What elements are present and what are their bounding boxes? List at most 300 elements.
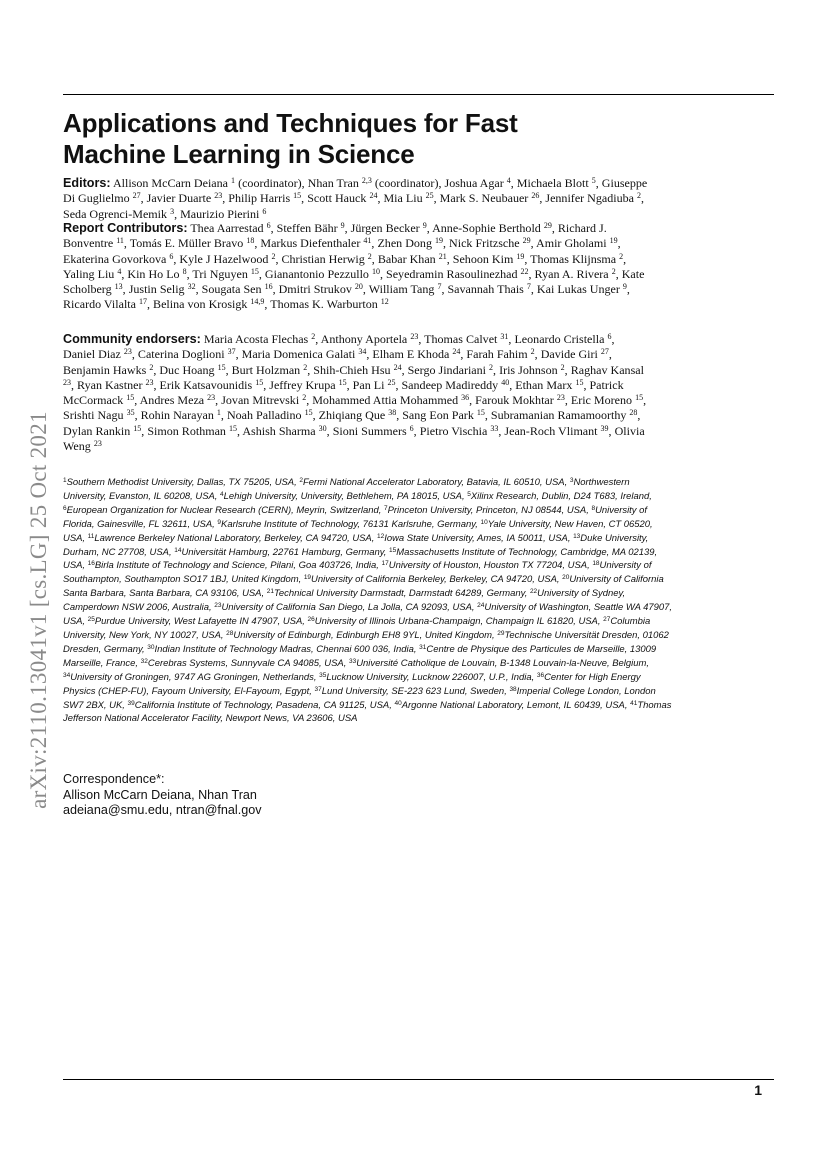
affiliation-marker: 2 [149, 362, 154, 372]
endorsers-block [63, 332, 648, 454]
contributor-name-name: Sehoon Kim [452, 251, 514, 266]
affiliation-number: 10 [480, 518, 488, 526]
affiliation-marker: 20 [354, 282, 363, 292]
affiliation-text: Fermi National Accelerator Laboratory, Batavia, IL 60510, USA [302, 477, 565, 488]
affiliation-marker: 21 [438, 251, 447, 261]
contributor-name [153, 297, 264, 311]
affiliation-text: Birla Institute of Technology and Science, Pilani, Goa 403726, India [94, 560, 377, 572]
editor-name [445, 176, 511, 190]
affiliation-marker: 34 [358, 347, 367, 357]
contributor-name-name: Steffen Bähr [276, 221, 338, 235]
endorser-name [491, 408, 638, 422]
affiliation-marker: 23 [556, 393, 565, 403]
affiliation-number: 7 [383, 504, 388, 512]
affiliation-marker: 2 [367, 251, 372, 261]
endorser-name [514, 332, 611, 346]
contributor-name-name: Babar Khan [377, 251, 436, 266]
correspondence-label: Correspondence*: [63, 772, 165, 786]
affiliation-number: 27 [603, 616, 611, 624]
affiliation-marker: 41 [363, 236, 372, 246]
affiliation-marker: 23 [207, 393, 216, 403]
contributor-name-name: Dmitri Strukov [278, 282, 352, 297]
affiliation-number: 9 [217, 518, 222, 526]
endorser-name-name: Anthony Aportela [320, 332, 408, 346]
endorser-name-name: Jean-Roch Vlimant [504, 423, 598, 438]
editor-name-name: Jennifer Ngadiuba [545, 191, 635, 206]
contributor-name [63, 267, 121, 281]
affiliation-marker: 11 [116, 236, 124, 246]
affiliation-text: University of California Santa Barbara, Santa Barbara, CA 93106, USA [63, 574, 664, 600]
affiliation-marker: 24 [393, 362, 402, 372]
affiliation-number: 11 [87, 532, 95, 540]
endorser-name [466, 347, 534, 361]
contributor-name [202, 282, 273, 296]
affiliation-marker: 29 [522, 236, 531, 246]
affiliation-text: Indian Institute of Technology Madras, Chennai 600 036, India [154, 643, 414, 655]
affiliation-marker: 23 [214, 191, 223, 201]
endorser-name-name: Eric Moreno [570, 393, 633, 408]
affiliation-marker: 15 [575, 377, 584, 387]
correspondence-block [63, 772, 463, 819]
affiliation-text: European Organization for Nuclear Research (CERN), Meyrin, Switzerland [66, 504, 379, 516]
endorser-name-name: Sioni Summers [332, 423, 407, 438]
endorser-name-name: Burt Holzman [231, 362, 301, 377]
contributor-name-name: Seyedramin Rasoulinezhad [386, 266, 518, 281]
endorser-name-name: Iris Johnson [499, 362, 558, 377]
affiliation-number: 20 [562, 574, 570, 582]
editor-name-name: Philip Harris [228, 191, 291, 206]
editors-label: Editors: [63, 176, 111, 190]
affiliation-number: 22 [529, 588, 538, 596]
affiliation-item [382, 560, 588, 571]
endorser-name [141, 408, 221, 422]
affiliation-marker: 25 [425, 191, 434, 201]
editor-name [308, 176, 439, 190]
affiliation-number: 31 [419, 643, 427, 651]
editor-name [228, 191, 301, 205]
affiliation-marker: 15 [133, 423, 142, 433]
endorser-name [372, 347, 460, 361]
endorser-name-name: Zhiqiang Que [318, 408, 386, 423]
contributor-name-name: Justin Selig [128, 282, 185, 297]
affiliation-text: University of Sydney, Camperdown NSW 2006, Australia [63, 588, 626, 614]
affiliation-item [220, 491, 462, 502]
endorser-name [160, 378, 264, 392]
affiliation-marker: 27 [132, 191, 141, 201]
affiliation-marker: 16 [264, 282, 273, 292]
editor-name [113, 176, 302, 190]
affiliation-marker: 15 [126, 393, 135, 403]
endorser-name [159, 363, 225, 377]
affiliation-marker: 38 [388, 408, 397, 418]
contributor-name [179, 252, 275, 266]
affiliation-text: Technische Universität Dresden, 01062 Dresden, Germany [63, 629, 669, 655]
editor-name [63, 207, 174, 221]
affiliation-item [128, 700, 390, 711]
affiliation-marker: 19 [609, 236, 618, 246]
affiliation-number: 39 [127, 699, 135, 707]
contributors-block [63, 221, 648, 313]
contributor-name-name: Nick Fritzsche [449, 236, 520, 251]
affiliation-text: Université Catholique de Louvain, B-1348 Louvain-la-Neuve, Belgium [356, 657, 647, 669]
affiliation-number: 15 [389, 546, 397, 554]
affiliation-marker: 23 [123, 347, 132, 357]
affiliation-marker: 15 [338, 377, 347, 387]
editor-name-name: Maurizio Pierini [180, 206, 260, 221]
editor-name-name: Allison McCarn Deiana [112, 176, 229, 190]
contributor-name [386, 267, 529, 281]
endorser-name-name: Caterina Doglioni [137, 347, 225, 362]
contributor-name [190, 221, 270, 235]
affiliation-text: Technical University Darmstadt, Darmstadt 64289, Germany [273, 588, 525, 600]
endorser-name [140, 393, 216, 407]
endorser-name [475, 393, 565, 407]
affiliation-number: 18 [592, 560, 600, 568]
affiliation-marker: 4 [117, 266, 122, 276]
affiliation-item [319, 672, 532, 683]
affiliation-number: 35 [319, 671, 327, 679]
contributor-name [530, 252, 623, 266]
affiliation-marker: 23 [145, 377, 154, 387]
endorser-name-name: Farah Fahim [466, 347, 528, 362]
affiliation-item [88, 616, 303, 627]
affiliation-marker: 29 [543, 221, 552, 230]
affiliation-text: University of Groningen, 9747 AG Groningen, Netherlands [70, 671, 314, 683]
affiliation-number: 13 [573, 532, 581, 540]
title-line-2: Machine Learning in Science [63, 139, 415, 169]
affiliation-marker: 2 [303, 362, 308, 372]
endorsers-label: Community endorsers: [63, 332, 201, 346]
affiliation-text: University of Illinois Urbana-Champaign, Champaign IL 61820, USA [314, 616, 598, 628]
contributor-name [432, 221, 552, 235]
endorser-name-name: Patrick McCormack [63, 377, 624, 408]
affiliation-item [63, 505, 379, 516]
affiliation-marker: 2 [271, 251, 276, 261]
affiliation-text: Lawrence Berkeley National Laboratory, Berkeley, CA 94720, USA [94, 532, 372, 544]
editor-name-name: Joshua Agar [444, 176, 504, 190]
affiliation-text: Center for High Energy Physics (CHEP-FU), Fayoum University, El-Fayoum, Egypt [63, 671, 641, 697]
affiliation-item [315, 686, 505, 697]
bottom-rule [63, 1079, 774, 1080]
affiliation-marker: 15 [635, 393, 644, 403]
affiliation-number: 17 [381, 560, 389, 568]
affiliation-item [174, 547, 384, 558]
contributor-name [536, 236, 618, 250]
affiliation-number: 23 [214, 602, 222, 610]
endorser-name-name: Raghav Kansal [570, 362, 644, 377]
endorser-name-name: Maria Domenica Galati [241, 347, 356, 362]
affiliation-item [349, 658, 646, 669]
affiliation-marker: 24 [369, 191, 378, 201]
affiliation-number: 1 [63, 477, 67, 484]
endorser-name-name: Jovan Mitrevski [221, 393, 300, 408]
editor-name-name: Michaela Blott [516, 176, 589, 190]
affiliation-marker: 2,3 [361, 176, 372, 185]
endorser-name-name: Shih-Chieh Hsu [313, 362, 391, 377]
affiliation-number: 28 [226, 629, 234, 637]
contributor-name [63, 252, 173, 266]
affiliation-marker: 8 [182, 266, 187, 276]
arxiv-stamp-text: arXiv:2110.13041v1 [cs.LG] 25 Oct 2021 [26, 411, 51, 809]
editor-name-name: Mia Liu [383, 191, 423, 206]
affiliation-marker: 7 [437, 282, 442, 292]
endorser-name-name: Dylan Rankin [63, 423, 131, 438]
contributor-name [265, 267, 380, 281]
endorser-name-name: Farouk Mokhtar [475, 393, 554, 408]
affiliation-item [217, 519, 475, 530]
affiliation-marker: 2 [302, 393, 307, 403]
endorser-name [333, 424, 414, 438]
endorser-name-name: Sang Eon Park [402, 408, 474, 423]
contributor-name-name: William Tang [368, 282, 435, 297]
contributor-name [127, 267, 186, 281]
editor-name [440, 191, 540, 205]
affiliation-number: 12 [376, 532, 385, 540]
endorser-name [63, 347, 132, 361]
affiliation-number: 30 [147, 643, 155, 651]
affiliation-marker: 26 [531, 191, 540, 201]
affiliation-number: 33 [348, 657, 357, 665]
affiliation-text: University of Southampton, Southampton SO17 1BJ, United Kingdom [63, 560, 652, 586]
contributor-name [351, 221, 427, 235]
role-note: (coordinator) [374, 176, 439, 190]
endorser-name [77, 378, 153, 392]
endorser-name [312, 393, 469, 407]
endorser-name [242, 424, 326, 438]
contributor-name-name: Yaling Liu [63, 266, 115, 281]
affiliation-number: 25 [87, 616, 95, 624]
editors-block [63, 176, 648, 222]
affiliation-marker: 35 [126, 408, 135, 418]
affiliation-item [299, 477, 564, 488]
affiliation-number: 36 [536, 671, 545, 679]
affiliation-text: Imperial College London, London SW7 2BX, UK [63, 685, 656, 711]
paper-title [63, 108, 763, 170]
affiliation-marker: 9 [422, 221, 427, 230]
endorser-name [499, 363, 565, 377]
affiliation-number: 6 [63, 504, 67, 512]
contributor-name [192, 267, 258, 281]
affiliation-text: Yale University, New Haven, CT 06520, USA [63, 518, 653, 544]
affiliation-marker: 15 [293, 191, 302, 201]
affiliation-number: 3 [569, 477, 574, 484]
contributor-name-name: Tomás E. Müller Bravo [129, 236, 244, 251]
affiliation-number: 29 [497, 629, 505, 637]
editor-name [307, 191, 377, 205]
endorser-name-name: Thomas Calvet [424, 332, 498, 346]
contributor-name [377, 236, 443, 250]
affiliation-marker: 15 [228, 423, 237, 433]
affiliation-text: University of Washington, Seattle WA 47907, USA [63, 602, 672, 628]
affiliation-item [394, 700, 624, 711]
endorsers-list: Maria Acosta Flechas $^2$, Anthony Aportela $^{23}$, Thomas Calvet $^{31}$, Leonardo Cristella $^6$, Daniel Diaz $^{23}$, Caterina Doglioni $^{37}$, Maria Domenica Galati $^{34}$, Elham E Khoda $^{24}$, Farah Fahim $^2$, Davide Giri $^{27}$, Benjamin Hawks $^2$, Duc Hoang $^{15}$, Burt Holzman $^2$, Shih-Chieh Hsu $^{24}$, Sergo Jindariani $^2$, Iris Johnson $^2$, Raghav Kansal $^{23}$, Ryan Kastner $^{23}$, Erik Katsavounidis $^{15}$, Jeffrey Krupa $^{15}$, Pan Li $^{25}$, Sandeep Madireddy $^{40}$, Ethan Marx $^{15}$, Patrick McCormack $^{15}$, Andres Meza $^{23}$, Jovan Mitrevski $^2$, Mohammed Attia Mohammed $^{36}$, Farouk Mokhtar $^{23}$, Eric Moreno $^{15}$, Srishti Nagu $^{35}$, Rohin Narayan $^1$, Noah Palladino $^{15}$, Zhiqiang Que $^{38}$, Sang Eon Park $^{15}$, Subramanian Ramamoorthy $^{28}$, Dylan Rankin $^{15}$, Simon Rothman $^{15}$, Ashish Sharma $^{30}$, Sioni Summers $^6$, Pietro Vischia $^{33}$, Jean-Roch Vlimant $^{39}$, Olivia Weng $^{23}$ [63, 332, 647, 454]
contributor-name-name: Thomas Klijnsma [530, 251, 617, 266]
contributor-name [369, 282, 442, 296]
editor-name [180, 207, 266, 221]
endorser-name [63, 363, 153, 377]
affiliation-marker: 6 [266, 221, 271, 230]
affiliation-marker: 10 [371, 266, 380, 276]
endorser-name-name: Duc Hoang [159, 362, 215, 377]
endorser-name [313, 363, 401, 377]
affiliation-text: Cerebras Systems, Sunnyvale CA 94085, USA [147, 657, 344, 669]
affiliation-text: Lund University, SE-223 623 Lund, Sweden [321, 685, 505, 697]
endorser-name-name: Maria Acosta Flechas [203, 332, 309, 346]
contributor-name [279, 282, 363, 296]
affiliation-item [308, 616, 598, 627]
endorser-name-name: Elham E Khoda [372, 347, 450, 362]
affiliation-text: Purdue University, West Lafayette IN 47907, USA [94, 616, 303, 628]
endorser-name [221, 393, 306, 407]
affiliation-marker: 2 [637, 191, 642, 201]
contributor-name [535, 267, 616, 281]
endorser-name [515, 378, 583, 392]
contributor-name-name: Richard J. Bonventre [63, 221, 607, 251]
affiliation-item [141, 658, 344, 669]
affiliation-marker: 36 [461, 393, 470, 403]
contributor-name-name: Savannah Thais [447, 282, 524, 297]
affiliation-item [226, 630, 492, 641]
endorser-name-name: Sandeep Madireddy [401, 377, 499, 392]
affiliation-item [88, 533, 372, 544]
affiliation-marker: 1 [231, 176, 236, 185]
affiliation-marker: 22 [520, 266, 529, 276]
contributor-name [537, 282, 627, 296]
affiliation-marker: 39 [600, 423, 609, 433]
affiliation-item [267, 588, 525, 599]
affiliation-marker: 15 [250, 266, 259, 276]
affiliation-marker: 15 [304, 408, 313, 418]
contributor-name-name: Kyle J Hazelwood [179, 251, 269, 266]
affiliation-text: Centre de Physique des Particules de Marseille, 13009 Marseille, France [63, 643, 657, 669]
role-note: (coordinator) [238, 176, 302, 190]
affiliation-number: 32 [140, 657, 148, 665]
affiliation-item [147, 644, 414, 655]
affiliation-item [214, 602, 472, 613]
endorser-name [504, 424, 608, 438]
contributors-label: Report Contributors: [63, 221, 188, 235]
affiliation-text: Duke University, Durham, NC 27708, USA [63, 532, 649, 558]
affiliation-text: Argonne National Laboratory, Lemont, IL 60439, USA [401, 699, 625, 711]
affiliation-marker: 31 [500, 332, 509, 341]
affiliation-text: University of California Berkeley, Berkeley, CA 94720, USA [311, 574, 557, 586]
endorser-name [269, 378, 346, 392]
endorser-name-name: Jeffrey Krupa [269, 377, 336, 392]
affiliation-marker: 25 [387, 377, 396, 387]
affiliation-marker: 40 [501, 377, 510, 387]
endorser-name-name: Ashish Sharma [242, 423, 316, 438]
affiliation-marker: 6 [169, 251, 174, 261]
endorser-name [541, 347, 609, 361]
affiliation-marker: 19 [516, 251, 525, 261]
affiliation-marker: 15 [217, 362, 226, 372]
affiliation-text: Columbia University, New York, NY 10027, USA [63, 616, 651, 641]
affiliation-text: University of Houston, Houston TX 77204, USA [388, 560, 588, 572]
editor-name [383, 191, 433, 205]
editor-name [147, 191, 223, 205]
affiliation-marker: 2 [489, 362, 494, 372]
contributor-name [378, 252, 447, 266]
endorser-name [319, 408, 397, 422]
affiliation-marker: 23 [63, 377, 71, 387]
affiliation-text: Thomas Jefferson National Accelerator Facility, Newport News, VA 23606, USA [63, 699, 672, 725]
affiliation-marker: 1 [216, 408, 221, 418]
affiliation-marker: 7 [526, 282, 531, 292]
endorser-name-name: Ryan Kastner [77, 377, 143, 392]
affiliation-number: 2 [299, 477, 303, 484]
endorser-name [227, 408, 313, 422]
contributor-name [449, 236, 531, 250]
affiliation-number: 24 [477, 602, 485, 610]
endorser-name [321, 332, 419, 346]
contributor-name [130, 236, 255, 250]
affiliation-marker: 32 [187, 282, 196, 292]
affiliation-number: 5 [467, 490, 471, 498]
affiliation-marker: 5 [591, 176, 596, 185]
contributor-name [63, 297, 147, 311]
affiliations-block: $^1$Southern Methodist University, Dallas, TX 75205, USA, $^2$Fermi National Accelerator Laboratory, Batavia, IL 60510, USA, $^3$Northwestern University, Evanston, IL 60208, USA, $^4$Lehigh University, University, Bethlehem, PA 18015, USA, $^5$Xilinx Research, Dublin, D24 T683, Ireland, $^6$European Organization for Nuclear Research (CERN), Meyrin, Switzerland, $^7$Princeton University, Princeton, NJ 08544, USA, $^8$University of Florida, Gainesville, FL 32611, USA, $^9$Karlsruhe Institute of Technology, 76131 Karlsruhe, Germany, $^{10}$Yale University, New Haven, CT 06520, USA, $^{11}$Lawrence Berkeley National Laboratory, Berkeley, CA 94720, USA, $^{12}$Iowa State University, Ames, IA 50011, USA, $^{13}$Duke University, Durham, NC 27708, USA, $^{14}$Universität Hamburg, 22761 Hamburg, Germany, $^{15}$Massachusetts Institute of Technology, Cambridge, MA 02139, USA, $^{16}$Birla Institute of Technology and Science, Pilani, Goa 403726, India, $^{17}$University of Houston, Houston TX 77204, USA, $^{18}$University of Southampton, Southampton SO17 1BJ, United Kingdom, $^{19}$University of California Berkeley, Berkeley, CA 94720, USA, $^{20}$University of California Santa Barbara, Santa Barbara, CA 93106, USA, $^{21}$Technical University Darmstadt, Darmstadt 64289, Germany, $^{22}$University of Sydney, Camperdown NSW 2006, Australia, $^{23}$University of California San Diego, La Jolla, CA 92093, USA, $^{24}$University of Washington, Seattle WA 47907, USA, $^{25}$Purdue University, West Lafayette IN 47907, USA, $^{26}$University of Illinois Urbana-Champaign, Champaign IL 61820, USA, $^{27}$Columbia University, New York, NY 10027, USA, $^{28}$University of Edinburgh, Edinburgh EH8 9YL, United Kingdom, $^{29}$Technische Universität Dresden, 01062 Dresden, Germany, $^{30}$Indian Institute of Technology Madras, Chennai 600 036, India, $^{31}$Centre de Physique des Particules de Marseille, 13009 Marseille, France, $^{32}$Cerebras Systems, Sunnyvale CA 94085, USA, $^{33}$Université Catholique de Louvain, B-1348 Louvain-la-Neuve, Belgium, $^{34}$University of Groningen, 9747 AG Groningen, Netherlands, $^{35}$Lucknow University, Lucknow 226007, U.P., India, $^{36}$Center for High Energy Physics (CHEP-FU), Fayoum University, El-Fayoum, Egypt, $^{37}$Lund University, SE-223 623 Lund, Sweden, $^{38}$Imperial College London, London SW7 2BX, UK, $^{39}$California Institute of Technology, Pasadena, CA 91125, USA, $^{40}$Argonne National Laboratory, Lemont, IL 60439, USA, $^{41}$Thomas Jefferson National Accelerator Facility, Newport News, VA 23606, USA [63, 477, 672, 725]
affiliation-item [88, 560, 377, 571]
endorser-name-name: Leonardo Cristella [514, 332, 605, 346]
contributor-name-name: Anne-Sophie Berthold [432, 221, 541, 235]
contributor-name [129, 282, 196, 296]
affiliation-marker: 9 [340, 221, 345, 230]
endorser-name [242, 347, 367, 361]
editor-name-name: Seda Ogrenci-Memik [63, 206, 168, 221]
endorser-name-name: Andres Meza [139, 393, 205, 408]
contributor-name-name: Ryan A. Rivera [534, 266, 609, 281]
editors-list: Allison McCarn Deiana $^1$ (coordinator), Nhan Tran $^{2,3}$ (coordinator), Joshua Agar $^4$, Michaela Blott $^5$, Giuseppe Di Guglielmo $^{27}$, Javier Duarte $^{23}$, Philip Harris $^{15}$, Scott Hauck $^{24}$, Mia Liu $^{25}$, Mark S. Neubauer $^{26}$, Jennifer Ngadiuba $^2$, Seda Ogrenci-Memik $^3$, Maurizio Pierini $^6$ [63, 176, 648, 221]
endorser-name-name: Sergo Jindariani [407, 362, 487, 377]
contributor-name-name: Thea Aarrestad [190, 221, 264, 235]
contributor-name-name: Gianantonio Pezzullo [264, 266, 369, 281]
contributor-name [270, 297, 389, 311]
affiliation-number: 26 [307, 616, 315, 624]
affiliation-number: 41 [630, 699, 638, 707]
affiliation-text: University of Edinburgh, Edinburgh EH8 9YL, United Kingdom [233, 629, 493, 641]
editor-name-name: Nhan Tran [307, 176, 359, 190]
affiliation-marker: 13 [114, 282, 123, 292]
endorser-name [353, 378, 396, 392]
affiliation-number: 21 [266, 588, 274, 596]
affiliation-text: Lucknow University, Lucknow 226007, U.P., India [326, 671, 532, 683]
contributor-name-name: Kai Lukas Unger [536, 282, 620, 297]
editor-name-name: Mark S. Neubauer [439, 191, 529, 206]
affiliation-marker: 24 [452, 347, 461, 357]
endorser-name-name: Benjamin Hawks [63, 362, 147, 377]
top-rule [63, 94, 774, 95]
endorser-name [424, 332, 508, 346]
contributor-name [277, 221, 345, 235]
affiliation-number: 40 [394, 699, 402, 707]
affiliation-marker: 6 [409, 423, 414, 433]
contributor-name-name: Zhen Dong [377, 236, 432, 251]
endorser-name-name: Subramanian Ramamoorthy [490, 408, 627, 423]
affiliation-text: California Institute of Technology, Pasadena, CA 91125, USA [134, 699, 390, 711]
contributor-name-name: Thomas K. Warburton [270, 297, 378, 312]
contributor-name-name: Ekaterina Govorkova [63, 251, 167, 266]
editor-name [545, 191, 641, 205]
affiliation-marker: 2 [611, 266, 616, 276]
affiliation-text: University of California San Diego, La Jolla, CA 92093, USA [221, 602, 472, 614]
affiliation-marker: 30 [318, 423, 327, 433]
affiliation-item [377, 533, 568, 544]
correspondence-names: Allison McCarn Deiana, Nhan Tran [63, 787, 257, 802]
affiliation-marker: 14,9 [250, 297, 265, 307]
endorser-name [571, 393, 643, 407]
affiliation-number: 37 [314, 685, 322, 693]
affiliation-marker: 18 [246, 236, 255, 246]
